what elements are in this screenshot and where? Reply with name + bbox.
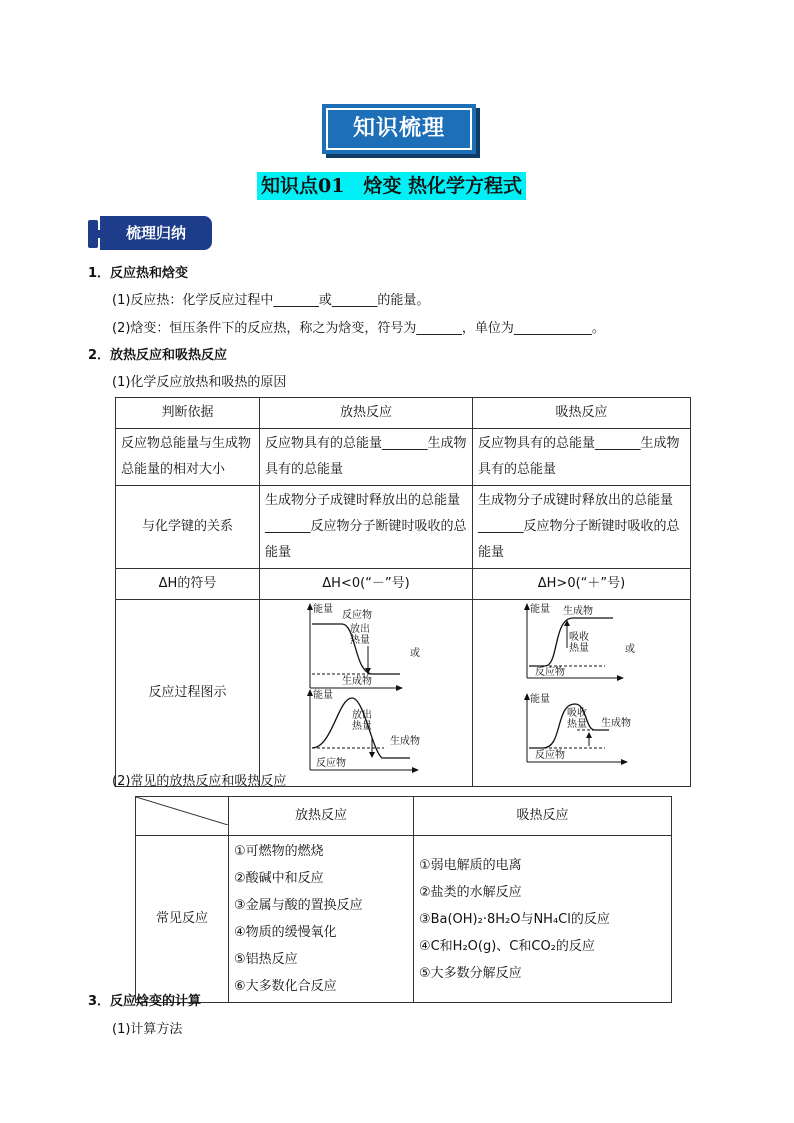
list-item: ⑤铝热反应 [234, 952, 298, 967]
exothermic-list [229, 836, 414, 1003]
section-banner [322, 104, 476, 154]
heading-1: 1．反应热和焓变 [88, 266, 189, 281]
endo1-energy-label: 能量 [530, 604, 550, 615]
endo2-absorb1: 吸收 [567, 708, 587, 719]
list-item: ④C和H₂O(g)、C和CO₂的反应 [418, 938, 595, 954]
list-item: ⑤大多数分解反应 [418, 965, 522, 981]
t1-cell: 反应过程图示 [116, 600, 260, 787]
summary-tag-label: 梳理归纳 [100, 216, 212, 250]
s2-sub2: (2)常见的放热反应和吸热反应 [112, 774, 287, 789]
t1-header: 判断依据 [116, 398, 260, 429]
t2-header: 放热反应 [229, 797, 414, 836]
endo2-absorb2: 热量 [567, 719, 587, 730]
endo1-absorb2: 热量 [569, 643, 589, 654]
list-item: ③金属与酸的置换反应 [234, 898, 363, 913]
s2-sub1: (1)化学反应放热和吸热的原因 [112, 375, 287, 390]
s1-line2: (2)焓变：恒压条件下的反应热，称之为焓变，符号为_______，单位为____________。 [112, 321, 605, 336]
exo2-release2: 热量 [352, 721, 372, 732]
heat-reason-table [115, 397, 691, 787]
s3-sub1: (1)计算方法 [112, 1022, 183, 1037]
t1-header: 吸热反应 [473, 398, 691, 429]
list-item: ①可燃物的燃烧 [234, 844, 324, 859]
t1-cell: ΔH<0(“－”号) [260, 569, 473, 600]
t1-cell: 生成物分子成键时释放出的总能量_______反应物分子断键时吸收的总能量 [473, 486, 691, 569]
heading-3: 3．反应焓变的计算 [88, 994, 202, 1009]
t2-row-label: 常见反应 [136, 836, 229, 1003]
t1-cell: ΔH的符号 [116, 569, 260, 600]
endo2-product: 生成物 [601, 718, 631, 729]
endo-or: 或 [625, 644, 635, 655]
t1-header: 放热反应 [260, 398, 473, 429]
list-item: ⑥大多数化合反应 [234, 979, 337, 994]
list-item: ①弱电解质的电离 [418, 857, 522, 873]
t1-cell: 与化学键的关系 [116, 486, 260, 569]
list-item: ③Ba(OH)₂·8H₂O与NH₄Cl的反应 [418, 911, 610, 927]
exo1-release2: 热量 [350, 635, 370, 646]
summary-tag [88, 216, 212, 250]
exo-or: 或 [410, 648, 420, 659]
exo1-reactant: 反应物 [342, 610, 372, 621]
endo1-product: 生成物 [563, 606, 593, 617]
common-reactions-table [135, 796, 672, 1003]
t2-header: 吸热反应 [413, 797, 671, 836]
endothermic-list [413, 836, 671, 1003]
exo2-reactant: 反应物 [316, 758, 346, 769]
banner-title: 知识梳理 [326, 108, 472, 150]
list-item: ②盐类的水解反应 [418, 884, 522, 900]
exo2-product: 生成物 [390, 736, 420, 747]
endothermic-diagram-cell [473, 600, 691, 787]
exothermic-diagram-cell [260, 600, 473, 787]
diagonal-line [136, 797, 228, 825]
endo2-energy-label: 能量 [530, 694, 550, 705]
exo2-release1: 放出 [352, 710, 372, 721]
endothermic-diagrams [473, 600, 690, 776]
t1-cell: ΔH>0(“＋”号) [473, 569, 691, 600]
diagonal-header-cell [136, 797, 229, 836]
t1-cell: 反应物具有的总能量_______生成物具有的总能量 [473, 429, 691, 486]
exo2-energy-label: 能量 [313, 690, 333, 701]
exothermic-diagrams [260, 600, 472, 776]
s1-line1: (1)反应热：化学反应过程中_______或_______的能量。 [112, 293, 430, 308]
t1-cell: 反应物总能量与生成物总能量的相对大小 [116, 429, 260, 486]
list-item: ②酸碱中和反应 [234, 871, 324, 886]
t1-cell: 生成物分子成键时释放出的总能量_______反应物分子断键时吸收的总能量 [260, 486, 473, 569]
exo1-release1: 放出 [350, 624, 370, 635]
knowledge-point-title: 知识点01 焓变 热化学方程式 [257, 172, 526, 200]
endo1-absorb1: 吸收 [569, 632, 589, 643]
heading-2: 2．放热反应和吸热反应 [88, 348, 228, 363]
t1-cell: 反应物具有的总能量_______生成物具有的总能量 [260, 429, 473, 486]
exo1-product: 生成物 [342, 676, 372, 687]
list-item: ④物质的缓慢氧化 [234, 925, 337, 940]
endo2-reactant: 反应物 [535, 750, 565, 761]
endo1-reactant: 反应物 [535, 667, 565, 678]
exo1-energy-label: 能量 [313, 604, 333, 615]
